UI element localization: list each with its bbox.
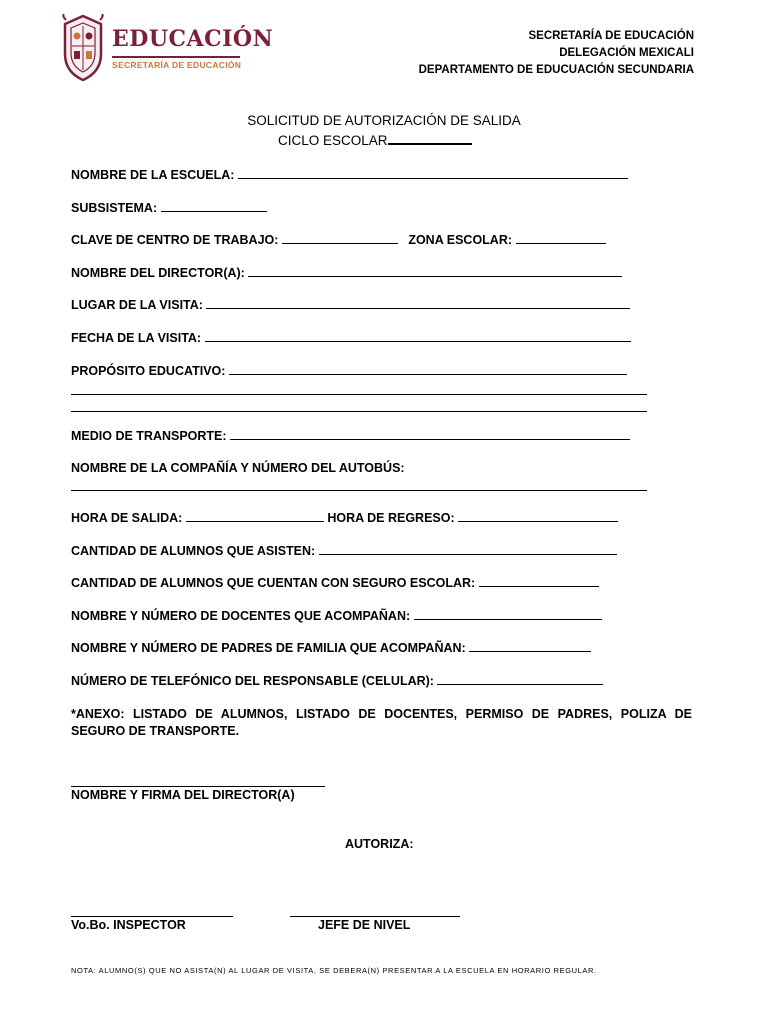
- field-students-attending-label: CANTIDAD DE ALUMNOS QUE ASISTEN:: [71, 544, 316, 558]
- field-students-attending: [71, 543, 617, 558]
- field-director-label: NOMBRE DEL DIRECTOR(A):: [71, 266, 245, 280]
- annex-text: *ANEXO: LISTADO DE ALUMNOS, LISTADO DE DOCENTES, PERMISO DE PADRES, POLIZA DE SEGURO DE TRANSPORTE.: [71, 707, 692, 738]
- header-line-department: DEPARTAMENTO DE EDUCUACIÓN SECUNDARIA: [418, 64, 694, 76]
- field-students-insured-label: CANTIDAD DE ALUMNOS QUE CUENTAN CON SEGURO ESCOLAR:: [71, 576, 476, 590]
- field-visit-date-label: FECHA DE LA VISITA:: [71, 331, 202, 345]
- field-visit-place: [71, 297, 630, 312]
- logo-title: EDUCACIÓN: [112, 26, 274, 52]
- header-line-delegation: DELEGACIÓN MEXICALI: [559, 47, 694, 59]
- chief-signature-line[interactable]: [290, 916, 460, 917]
- field-return-blank[interactable]: [458, 510, 618, 522]
- inspector-signature-line[interactable]: [71, 916, 233, 917]
- field-work-center-zone: [71, 232, 606, 247]
- field-visit-place-label: LUGAR DE LA VISITA:: [71, 298, 203, 312]
- field-return-label: HORA DE REGRESO:: [327, 511, 455, 525]
- field-subsystem-label: SUBSISTEMA:: [71, 201, 158, 215]
- field-times: [71, 510, 618, 525]
- field-students-insured-blank[interactable]: [479, 575, 599, 587]
- form-title: SOLICITUD DE AUTORIZACIÓN DE SALIDA: [247, 113, 521, 128]
- field-purpose: [71, 363, 627, 378]
- field-subsystem-blank[interactable]: [161, 200, 267, 212]
- field-visit-date-blank[interactable]: [205, 330, 631, 342]
- field-phone: [71, 673, 603, 688]
- header-institution-block: [419, 28, 694, 79]
- field-teachers: [71, 608, 602, 623]
- field-company-bus-label: NOMBRE DE LA COMPAÑÍA Y NÚMERO DEL AUTOBÚS:: [71, 461, 405, 475]
- field-parents: [71, 640, 591, 655]
- field-director: [71, 265, 622, 280]
- field-school-zone-blank[interactable]: [516, 232, 606, 244]
- authorizes-label: AUTORIZA:: [345, 837, 414, 851]
- field-purpose-blank[interactable]: [229, 363, 627, 375]
- director-signature-label: NOMBRE Y FIRMA DEL DIRECTOR(A): [71, 788, 295, 802]
- footer-note: NOTA: ALUMNO(S) QUE NO ASISTA(N) AL LUGAR DE VISITA, SE DEBERA(N) PRESENTAR A LA ESCUELA EN HORARIO REGULAR.: [71, 966, 597, 975]
- education-logo: [60, 14, 274, 84]
- field-purpose-extra-line[interactable]: [71, 411, 647, 412]
- field-teachers-label: NOMBRE Y NÚMERO DE DOCENTES QUE ACOMPAÑAN:: [71, 609, 411, 623]
- field-transport-label: MEDIO DE TRANSPORTE:: [71, 429, 227, 443]
- field-subsystem: [71, 200, 267, 215]
- inspector-signature-label: Vo.Bo. INSPECTOR: [71, 918, 186, 932]
- field-students-insured: [71, 575, 599, 590]
- school-cycle-blank[interactable]: [388, 132, 472, 145]
- logo-divider: [112, 56, 240, 58]
- field-work-center-label: CLAVE DE CENTRO DE TRABAJO:: [71, 233, 279, 247]
- field-company-bus: [71, 461, 405, 475]
- field-departure-label: HORA DE SALIDA:: [71, 511, 183, 525]
- header-line-secretariat: SECRETARÍA DE EDUCACIÓN: [528, 30, 694, 42]
- field-visit-date: [71, 330, 631, 345]
- field-school-name: [71, 167, 628, 182]
- field-departure-blank[interactable]: [186, 510, 324, 522]
- field-school-zone-label: ZONA ESCOLAR:: [408, 233, 513, 247]
- field-visit-place-blank[interactable]: [206, 297, 630, 309]
- field-school-name-label: NOMBRE DE LA ESCUELA:: [71, 168, 235, 182]
- school-cycle-label: CICLO ESCOLAR: [278, 133, 388, 148]
- field-phone-blank[interactable]: [437, 673, 603, 685]
- field-phone-label: NÚMERO DE TELEFÓNICO DEL RESPONSABLE (CELULAR):: [71, 674, 434, 688]
- field-transport-blank[interactable]: [230, 428, 630, 440]
- coat-of-arms-icon: [60, 14, 106, 84]
- logo-subtitle: SECRETARÍA DE EDUCACIÓN: [112, 60, 242, 70]
- field-teachers-blank[interactable]: [414, 608, 602, 620]
- field-director-blank[interactable]: [248, 265, 622, 277]
- field-parents-label: NOMBRE Y NÚMERO DE PADRES DE FAMILIA QUE ACOMPAÑAN:: [71, 641, 466, 655]
- field-purpose-label: PROPÓSITO EDUCATIVO:: [71, 364, 226, 378]
- chief-signature-label: JEFE DE NIVEL: [318, 918, 411, 932]
- school-cycle-line: [278, 132, 472, 148]
- field-purpose-extra-line[interactable]: [71, 394, 647, 395]
- field-parents-blank[interactable]: [469, 640, 591, 652]
- field-company-bus-blank[interactable]: [71, 490, 647, 491]
- field-work-center-blank[interactable]: [282, 232, 398, 244]
- field-transport: [71, 428, 630, 443]
- field-students-attending-blank[interactable]: [319, 543, 617, 555]
- director-signature-line[interactable]: [71, 786, 325, 787]
- field-school-name-blank[interactable]: [238, 167, 628, 179]
